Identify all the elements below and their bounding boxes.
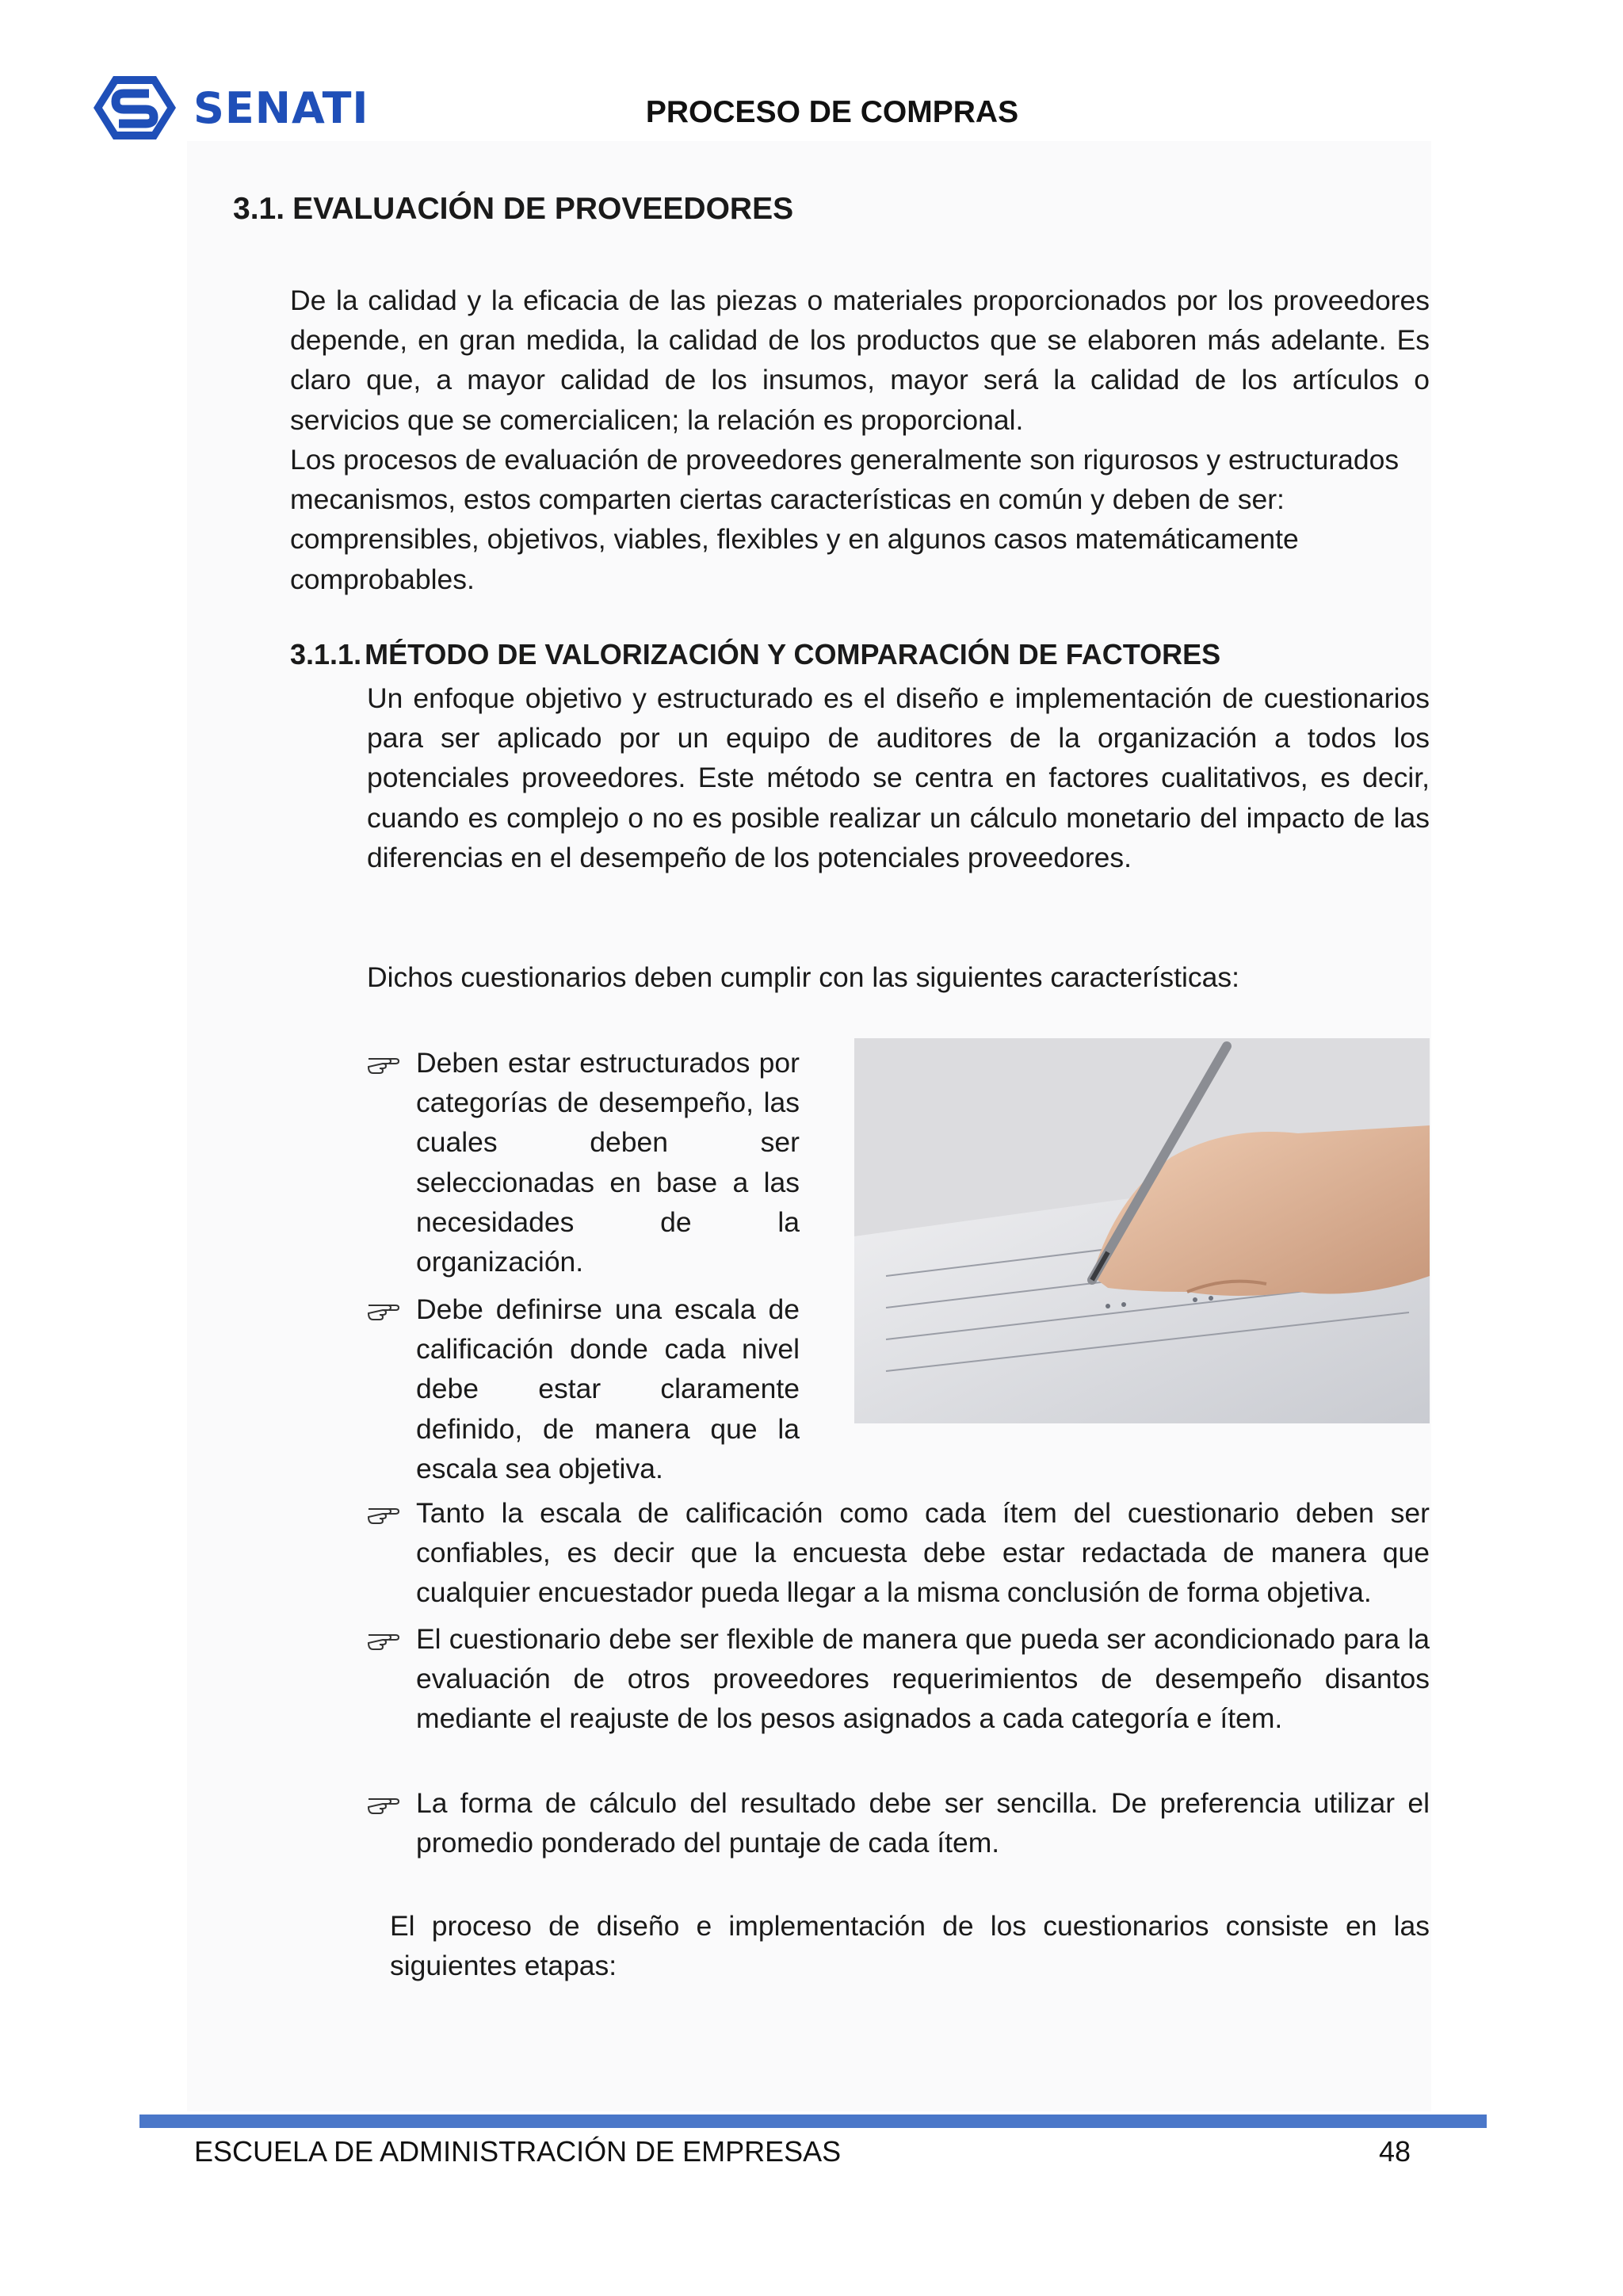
- list-item: [367, 1619, 1430, 1739]
- questionnaire-photo: [854, 1038, 1430, 1423]
- list-item-text: Tanto la escala de calificación como cada ítem del cuestionario deben ser confiables, es decir que la encuesta debe estar redactada de manera que cualquier encuestador pueda llegar a la misma conclusión de forma objetiva.: [416, 1497, 1430, 1609]
- list-item-text: Deben estar estructurados por categorías de desempeño, las cuales deben ser seleccionadas en base a las necesidades de la organización.: [416, 1047, 800, 1278]
- list-item-text: Debe definirse una escala de calificación donde cada nivel debe estar claramente definido, de manera que la escala sea objetiva.: [416, 1293, 800, 1484]
- paragraph: Un enfoque objetivo y estructurado es el diseño e implementación de cuestionarios para ser aplicado por un equipo de auditores de la organización a todos los potenciales proveedores. Este método se centra en factores cualitativos, es decir, cuando es complejo o no es posible realizar un cálculo monetario del impacto de las diferencias en el desempeño de los potenciales proveedores.: [367, 682, 1430, 873]
- footer-school: ESCUELA DE ADMINISTRACIÓN DE EMPRESAS: [194, 2135, 842, 2168]
- list-item: [367, 1043, 800, 1282]
- section-title: EVALUACIÓN DE PROVEEDORES: [292, 192, 794, 226]
- page-number: 48: [1379, 2135, 1411, 2168]
- footer-divider: [139, 2115, 1487, 2128]
- senati-emblem-icon: [92, 73, 178, 143]
- paragraph: Dichos cuestionarios deben cumplir con las siguientes características:: [367, 961, 1240, 993]
- list-item: [367, 1783, 1430, 1862]
- subsection-heading: [290, 638, 1220, 671]
- list-item: [367, 1493, 1430, 1613]
- subsection-number: 3.1.1.: [290, 638, 362, 670]
- subsection-title: MÉTODO DE VALORIZACIÓN Y COMPARACIÓN DE FACTORES: [365, 638, 1221, 670]
- paragraph: De la calidad y la eficacia de las piezas o materiales proporcionados por los proveedores depende, en gran medida, la calidad de los productos que se elaboren más adelante. Es claro que, a mayor calidad de los insumos, mayor será la calidad de los artículos o servicios que se comercialicen; la relación es proporcional.: [290, 285, 1430, 436]
- pointing-hand-icon: [367, 1783, 416, 1862]
- senati-logo: [92, 73, 369, 143]
- logo-text: SENATI: [193, 82, 369, 133]
- paragraph: El proceso de diseño e implementación de los cuestionarios consiste en las siguientes etapas:: [390, 1910, 1430, 1982]
- pointing-hand-icon: [367, 1619, 416, 1739]
- header-title: PROCESO DE COMPRAS: [645, 95, 1019, 129]
- hand-writing-image: [854, 1038, 1430, 1423]
- pointing-hand-icon: [367, 1043, 416, 1282]
- list-item-text: El cuestionario debe ser flexible de manera que pueda ser acondicionado para la evaluación de otros proveedores requerimientos de desempeño disantos mediante el reajuste de los pesos asignados a cada categoría e ítem.: [416, 1623, 1430, 1735]
- section-number: 3.1.: [233, 192, 285, 226]
- list-item-text: La forma de cálculo del resultado debe ser sencilla. De preferencia utilizar el promedio ponderado del puntaje de cada ítem.: [416, 1787, 1430, 1859]
- paragraph: Los procesos de evaluación de proveedores generalmente son rigurosos y estructurados mecanismos, estos comparten ciertas características en común y deben de ser: comprensibles, objetivos, viables, flexibles y en algunos casos matemáticamente comprobables.: [290, 444, 1400, 595]
- section-heading: [233, 192, 793, 227]
- pointing-hand-icon: [367, 1289, 416, 1488]
- list-item: [367, 1289, 800, 1488]
- pointing-hand-icon: [367, 1493, 416, 1613]
